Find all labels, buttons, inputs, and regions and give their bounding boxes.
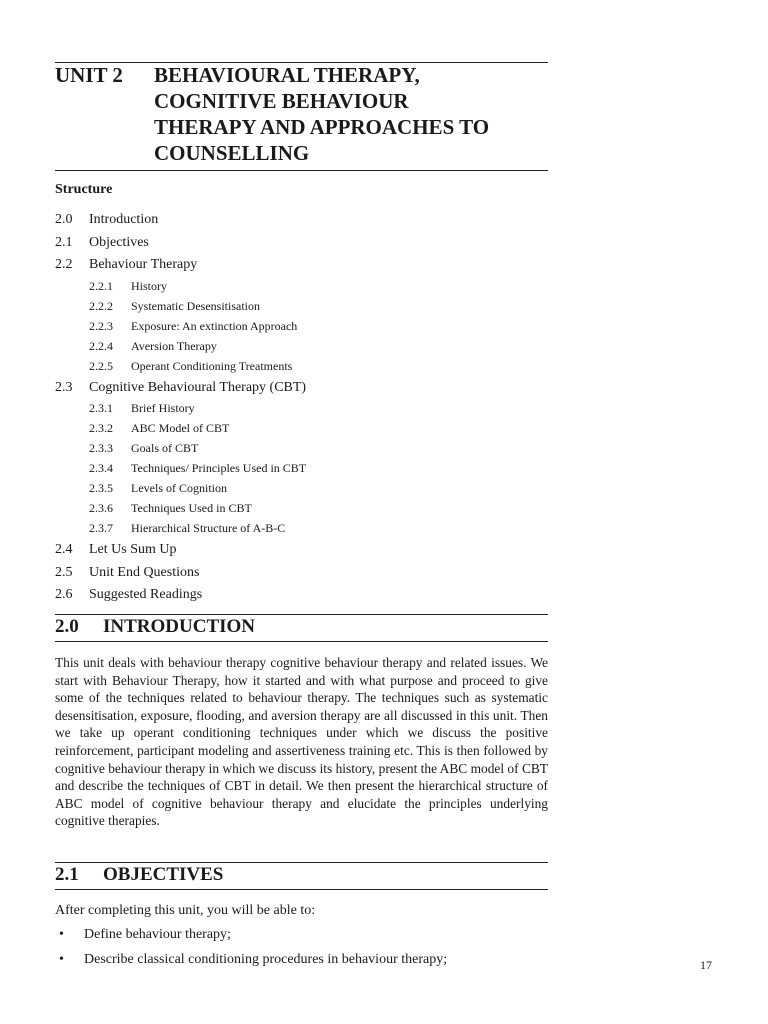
toc-item-label: Objectives bbox=[89, 234, 149, 250]
toc-item bbox=[55, 278, 548, 298]
toc-item-label: Suggested Readings bbox=[89, 587, 203, 602]
toc-item bbox=[55, 358, 548, 378]
toc-item-number: 2.3.6 bbox=[89, 501, 113, 515]
toc-item-label: Cognitive Behavioural Therapy (CBT) bbox=[89, 379, 307, 395]
toc-item bbox=[55, 440, 548, 460]
toc-item-number: 2.0 bbox=[55, 212, 73, 227]
intro-bottom-rule bbox=[55, 641, 548, 642]
unit-title-line: BEHAVIOURAL THERAPY, bbox=[154, 63, 420, 87]
toc-item bbox=[55, 563, 548, 586]
toc-item-number: 2.6 bbox=[55, 587, 73, 602]
toc-item-label: History bbox=[131, 278, 167, 293]
toc-item-number: 2.2.3 bbox=[89, 318, 113, 333]
objectives-top-rule bbox=[55, 862, 548, 863]
objectives-bottom-rule bbox=[55, 889, 548, 890]
toc-item bbox=[55, 460, 548, 480]
toc-item-number: 2.4 bbox=[55, 542, 73, 557]
toc-item bbox=[55, 480, 548, 500]
bullet-text: Describe classical conditioning procedures in behaviour therapy; bbox=[84, 952, 448, 967]
objectives-lead: After completing this unit, you will be able to: bbox=[55, 903, 316, 918]
toc-item bbox=[55, 338, 548, 358]
toc-item-label: Levels of Cognition bbox=[131, 481, 227, 495]
bullet-text: Define behaviour therapy; bbox=[84, 927, 231, 942]
toc-item-label: Introduction bbox=[89, 212, 159, 227]
toc-item-label: Techniques/ Principles Used in CBT bbox=[131, 461, 307, 475]
intro-paragraph: This unit deals with behaviour therapy cognitive behaviour therapy and related issues. We start with Behaviour Therapy, how it started and with what purpose and proceed to give some of the techniques related to behaviour therapy. The techniques such as systematic desensitisation, exposure, flooding, and aversion therapy are all discussed in this unit. Then we take up operant conditioning techniques under which we discuss the positive reinforcement, participant modeling and assertiveness training etc. This is then followed by cognitive behaviour therapy in which we discuss its history, present the ABC model of CBT and describe the techniques of CBT in detail. We then present the hierarchical structure of ABC model of cognitive behaviour therapy and elucidate the principles underlying cognitive therapies. bbox=[55, 655, 548, 829]
objectives-heading-number: 2.1 bbox=[55, 864, 79, 885]
unit-bottom-rule bbox=[55, 170, 548, 171]
structure-label: Structure bbox=[55, 182, 113, 197]
toc-item bbox=[55, 318, 548, 338]
toc-item bbox=[55, 585, 548, 608]
unit-title-line: COUNSELLING bbox=[154, 141, 310, 165]
toc-item-number: 2.2.5 bbox=[89, 358, 113, 373]
toc-item-label: Hierarchical Structure of A-B-C bbox=[131, 521, 286, 535]
intro-heading bbox=[55, 616, 255, 638]
toc-item bbox=[55, 210, 548, 233]
toc-item-number: 2.2.4 bbox=[89, 338, 113, 353]
toc-item-label: Aversion Therapy bbox=[131, 338, 217, 353]
toc-item bbox=[55, 378, 548, 401]
toc-item-number: 2.3.2 bbox=[89, 421, 113, 435]
toc-item-label: Unit End Questions bbox=[89, 564, 200, 580]
toc-item bbox=[55, 298, 548, 318]
toc-item bbox=[55, 255, 548, 278]
objectives-heading-text: OBJECTIVES bbox=[103, 864, 224, 885]
toc-item-number: 2.3.4 bbox=[89, 461, 113, 475]
table-of-contents bbox=[55, 210, 548, 608]
toc-item-number: 2.3 bbox=[55, 379, 73, 395]
toc-item-number: 2.5 bbox=[55, 564, 73, 580]
toc-item bbox=[55, 500, 548, 520]
list-item bbox=[55, 926, 555, 951]
toc-item bbox=[55, 400, 548, 420]
unit-title-line: THERAPY AND APPROACHES TO bbox=[154, 115, 490, 139]
toc-item-label: ABC Model of CBT bbox=[131, 421, 230, 435]
bullet-icon: • bbox=[59, 927, 64, 942]
toc-item-number: 2.2.1 bbox=[89, 278, 113, 293]
toc-item-label: Let Us Sum Up bbox=[89, 542, 177, 557]
toc-item bbox=[55, 520, 548, 540]
unit-number: UNIT 2 bbox=[55, 63, 123, 87]
toc-item-label: Behaviour Therapy bbox=[89, 257, 198, 272]
toc-item-number: 2.2.2 bbox=[89, 298, 113, 313]
toc-item-number: 2.3.7 bbox=[89, 521, 113, 535]
page-number: 17 bbox=[700, 958, 712, 972]
toc-item bbox=[55, 420, 548, 440]
unit-title-line: COGNITIVE BEHAVIOUR bbox=[154, 89, 409, 113]
list-item bbox=[55, 951, 555, 976]
toc-item-label: Operant Conditioning Treatments bbox=[131, 358, 293, 373]
toc-item-number: 2.3.1 bbox=[89, 401, 113, 415]
intro-top-rule bbox=[55, 614, 548, 615]
bullet-icon: • bbox=[59, 952, 64, 967]
toc-item-label: Goals of CBT bbox=[131, 441, 199, 455]
toc-item-number: 2.3.3 bbox=[89, 441, 113, 455]
objectives-heading bbox=[55, 864, 223, 886]
toc-item-number: 2.3.5 bbox=[89, 481, 113, 495]
toc-item-label: Exposure: An extinction Approach bbox=[131, 318, 298, 333]
toc-item-label: Techniques Used in CBT bbox=[131, 501, 252, 515]
objectives-list bbox=[55, 926, 555, 976]
unit-title bbox=[154, 62, 489, 166]
toc-item-label: Systematic Desensitisation bbox=[131, 298, 260, 313]
intro-heading-text: INTRODUCTION bbox=[103, 616, 256, 637]
toc-item bbox=[55, 540, 548, 563]
intro-heading-number: 2.0 bbox=[55, 616, 79, 637]
toc-item bbox=[55, 233, 548, 256]
toc-item-label: Brief History bbox=[131, 401, 195, 415]
toc-item-number: 2.1 bbox=[55, 234, 73, 250]
toc-item-number: 2.2 bbox=[55, 257, 73, 272]
